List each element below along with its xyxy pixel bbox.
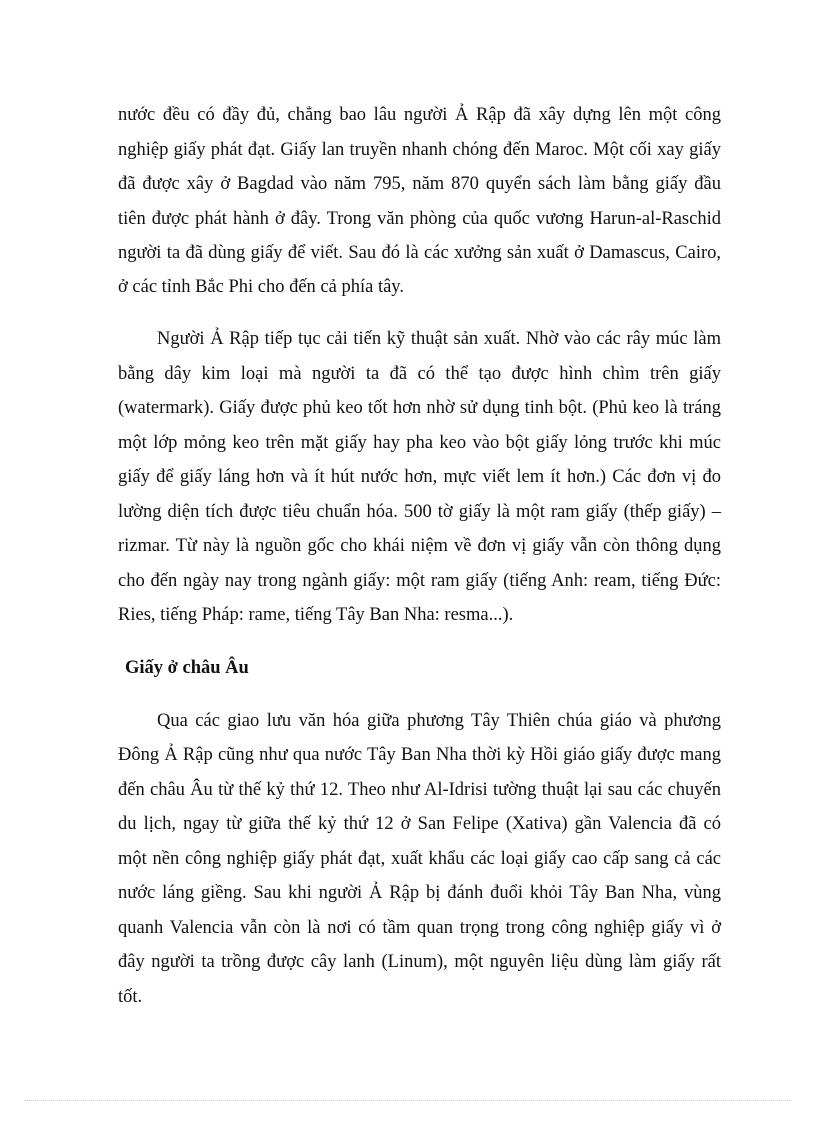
paragraph-2-line-1: Người Ả Rập tiếp tục cải tiến kỹ thuật sản xuất. Nhờ vào các rây múc làm (157, 329, 721, 349)
paragraph-3-line-6: nước láng giềng. Sau khi người Ả Rập bị đánh đuổi khỏi Tây Ban Nha, vùng (118, 883, 721, 903)
paragraph-2-line-9: Ries, tiếng Pháp: rame, tiếng Tây Ban Nha: resma...). (118, 605, 514, 625)
paragraph-3-line-3: đến châu Âu từ thế kỷ thứ 12. Theo như Al-Idrisi tường thuật lại sau các chuyến (118, 780, 721, 800)
paragraph-1-line-6: ở các tỉnh Bắc Phi cho đến cả phía tây. (118, 277, 404, 297)
paragraph-1-line-4: tiên được phát hành ở đây. Trong văn phòng của quốc vương Harun-al-Raschid (118, 209, 721, 229)
paragraph-1-line-1: nước đều có đầy đủ, chẳng bao lâu người Ả Rập đã xây dựng lên một công (118, 105, 721, 125)
paragraph-1-line-5: người ta đã dùng giấy để viết. Sau đó là các xưởng sản xuất ở Damascus, Cairo, (118, 243, 721, 263)
paragraph-2-line-2: bằng dây kim loại mà người ta đã có thể tạo được hình chìm trên giấy (118, 364, 721, 384)
paragraph-2-line-5: giấy để giấy láng hơn và ít hút nước hơn, mực viết lem ít hơn.) Các đơn vị đo (118, 467, 721, 487)
paragraph-2-line-3: (watermark). Giấy được phủ keo tốt hơn nhờ sử dụng tinh bột. (Phủ keo là tráng (118, 398, 721, 418)
paragraph-2-line-6: lường diện tích được tiêu chuẩn hóa. 500 tờ giấy là một ram giấy (thếp giấy) – (118, 502, 721, 522)
paragraph-3-line-2: Đông Ả Rập cũng như qua nước Tây Ban Nha thời kỳ Hồi giáo giấy được mang (118, 745, 721, 765)
paragraph-3-line-4: du lịch, ngay từ giữa thế kỷ thứ 12 ở San Felipe (Xativa) gần Valencia đã có (118, 814, 721, 834)
paragraph-2-line-8: cho đến ngày nay trong ngành giấy: một ram giấy (tiếng Anh: ream, tiếng Đức: (118, 571, 721, 591)
page-bottom-divider (24, 1100, 792, 1101)
paragraph-3-line-5: một nền công nghiệp giấy phát đạt, xuất khẩu các loại giấy cao cấp sang cả các (118, 849, 721, 869)
paragraph-3-line-7: quanh Valencia vẫn còn là nơi có tầm quan trọng trong công nghiệp giấy vì ở (118, 918, 721, 938)
paragraph-2-line-4: một lớp mỏng keo trên mặt giấy hay pha keo vào bột giấy lỏng trước khi múc (118, 433, 721, 453)
paragraph-3-line-1: Qua các giao lưu văn hóa giữa phương Tây Thiên chúa giáo và phương (157, 711, 721, 731)
paragraph-2-line-7: rizmar. Từ này là nguồn gốc cho khái niệm về đơn vị giấy vẫn còn thông dụng (118, 536, 721, 556)
paragraph-1-line-3: đã được xây ở Bagdad vào năm 795, năm 870 quyển sách làm bằng giấy đầu (118, 174, 721, 194)
paragraph-1-line-2: nghiệp giấy phát đạt. Giấy lan truyền nhanh chóng đến Maroc. Một cối xay giấy (118, 140, 721, 160)
paragraph-3-line-8: đây người ta trồng được cây lanh (Linum), một nguyên liệu dùng làm giấy rất (118, 952, 721, 972)
section-heading: Giấy ở châu Âu (125, 658, 249, 678)
paragraph-3-line-9: tốt. (118, 987, 143, 1007)
